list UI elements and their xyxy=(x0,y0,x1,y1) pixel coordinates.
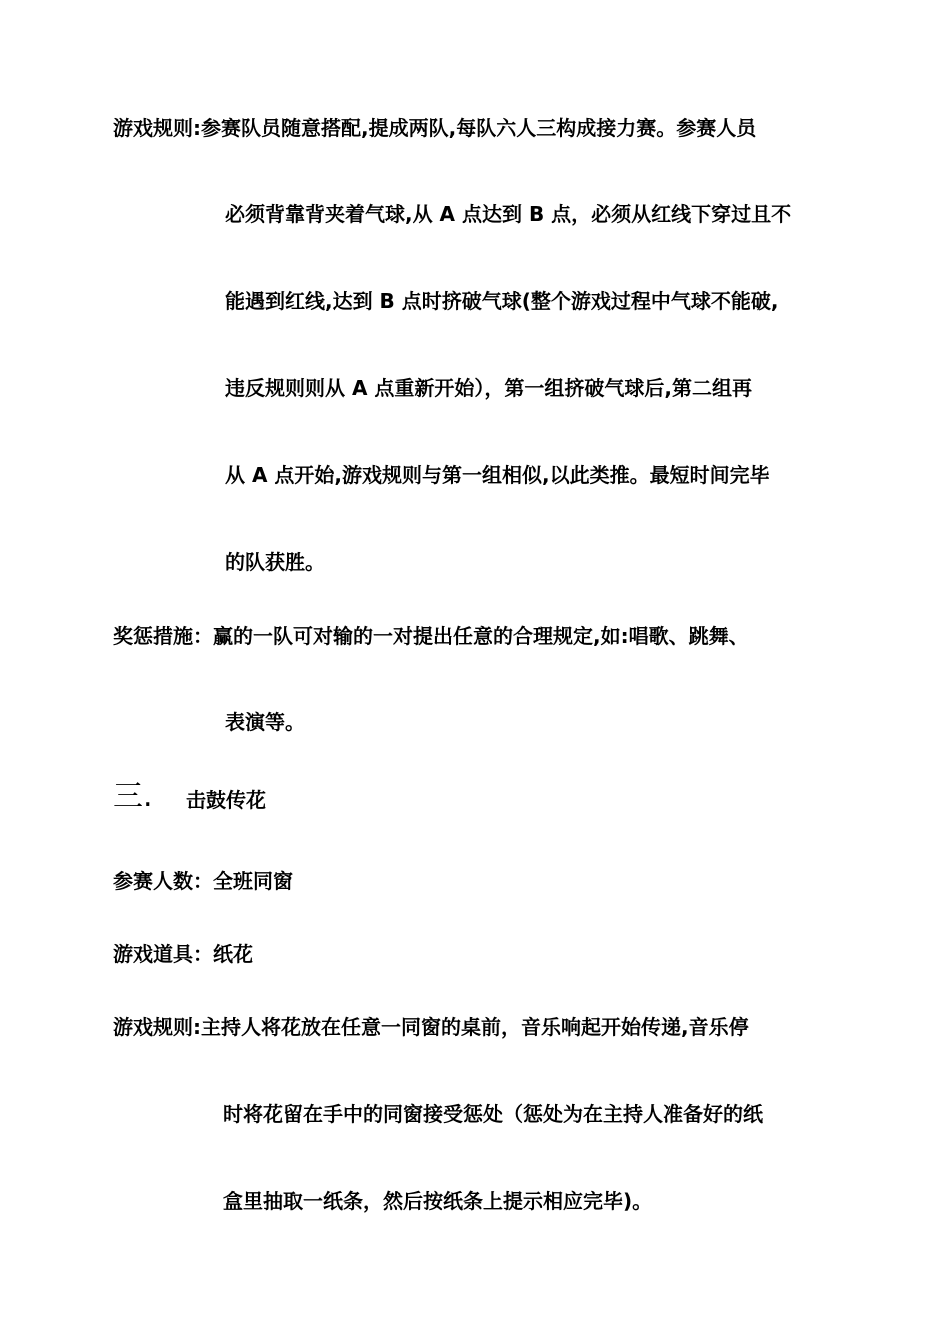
rules-paragraph-line-6: 的队获胜。 xyxy=(225,550,325,574)
section3-rules-text: 主持人将花放在任意一同窗的桌前，音乐响起开始传递,音乐停 xyxy=(201,1015,749,1039)
rules-paragraph-line-5: 从 A 点开始,游戏规则与第一组相似,以此类推。最短时间完毕 xyxy=(225,463,770,487)
participants-value: 全班同窗 xyxy=(213,869,293,893)
props-value: 纸花 xyxy=(213,942,253,966)
reward-paragraph-line-1 xyxy=(113,624,749,648)
reward-label: 奖惩措施： xyxy=(113,624,213,648)
participants-label: 参赛人数： xyxy=(113,869,213,893)
section-number: 三. xyxy=(113,779,153,814)
participants-line xyxy=(113,869,293,893)
rules-paragraph-line-1 xyxy=(113,116,756,140)
section3-rules-label: 游戏规则: xyxy=(113,1015,201,1039)
rules-text: 参赛队员随意搭配,提成两队,每队六人三构成接力赛。参赛人员 xyxy=(201,116,757,140)
rules-paragraph-line-2: 必须背靠背夹着气球,从 A 点达到 B 点，必须从红线下穿过且不 xyxy=(225,202,792,226)
rules-paragraph-line-4: 违反规则则从 A 点重新开始），第一组挤破气球后,第二组再 xyxy=(225,376,753,400)
rules-paragraph-line-3: 能遇到红线,达到 B 点时挤破气球(整个游戏过程中气球不能破, xyxy=(225,289,779,313)
section-title: 击鼓传花 xyxy=(186,788,266,812)
section3-rules-line-2: 时将花留在手中的同窗接受惩处（惩处为在主持人准备好的纸 xyxy=(223,1102,763,1126)
props-line xyxy=(113,942,253,966)
reward-text: 赢的一队可对输的一对提出任意的合理规定,如:唱歌、跳舞、 xyxy=(213,624,749,648)
rules-label: 游戏规则: xyxy=(113,116,201,140)
section3-rules-line-3: 盒里抽取一纸条，然后按纸条上提示相应完毕)。 xyxy=(223,1189,653,1213)
reward-paragraph-line-2: 表演等。 xyxy=(225,710,305,734)
section3-rules-line-1 xyxy=(113,1015,749,1039)
props-label: 游戏道具： xyxy=(113,942,213,966)
